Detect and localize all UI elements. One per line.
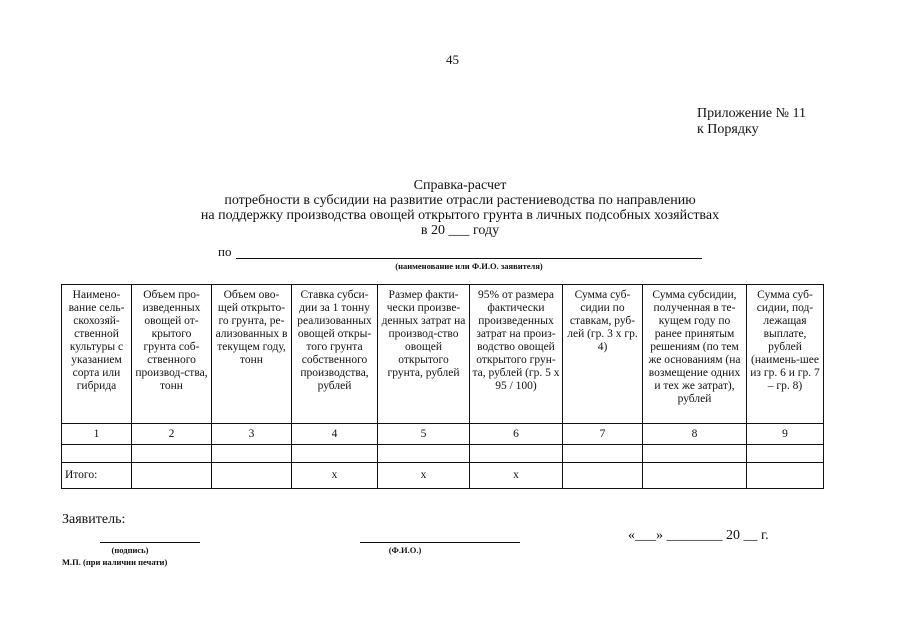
column-number-row (62, 424, 824, 445)
total-input-cell[interactable] (132, 463, 212, 489)
total-input-cell[interactable] (747, 463, 824, 489)
table-input-cell[interactable] (62, 445, 132, 463)
total-row (62, 463, 824, 489)
table-row (62, 445, 824, 463)
table-header-cell: Сумма субсидии, полученная в те-кущем году по ранее принятым решениям (по тем же основаниям (на возмещение одних и тех же затрат), рублей (643, 285, 747, 424)
table-header-cell: Объем ово-щей открыто-го грунта, ре-ализованных в текущем году, тонн (212, 285, 292, 424)
seal-note: М.П. (при наличии печати) (62, 557, 168, 567)
recipient-field-line[interactable] (236, 258, 702, 259)
column-number-cell: 1 (62, 424, 132, 445)
fio-caption: (Ф.И.О.) (388, 545, 422, 555)
signature-caption: (подпись) (111, 545, 149, 555)
column-number-cell: 6 (470, 424, 563, 445)
total-x-mark: x (292, 463, 378, 489)
recipient-caption: (наименование или Ф.И.О. заявителя) (395, 261, 543, 271)
table-input-cell[interactable] (212, 445, 292, 463)
table-header-row (62, 285, 824, 424)
column-number-cell: 8 (643, 424, 747, 445)
table-input-cell[interactable] (643, 445, 747, 463)
title-line-4: в 20 ___ году (420, 223, 500, 238)
table-input-cell[interactable] (470, 445, 563, 463)
appendix-line-1: Приложение № 11 (697, 106, 806, 121)
column-number-cell: 7 (563, 424, 643, 445)
table-input-cell[interactable] (292, 445, 378, 463)
document-title (150, 178, 770, 238)
column-number-cell: 3 (212, 424, 292, 445)
column-number-cell: 4 (292, 424, 378, 445)
table-header-cell: Наимено-вание сель-скохозяй-ственной культуры с указанием сорта или гибрида (62, 285, 132, 424)
total-input-cell[interactable] (563, 463, 643, 489)
subsidy-calculation-table (61, 284, 824, 489)
recipient-label: по (218, 244, 232, 259)
date-field[interactable]: «___» ________ 20 __ г. (628, 528, 769, 543)
table-input-cell[interactable] (132, 445, 212, 463)
total-input-cell[interactable] (643, 463, 747, 489)
total-x-mark: x (470, 463, 563, 489)
title-line-3: на поддержку производства овощей открытого грунта в личных подсобных хозяйствах (200, 208, 720, 223)
title-line-2: потребности в субсидии на развитие отрасли растениеводства по направлению (224, 193, 696, 208)
fio-field-line[interactable] (360, 542, 520, 543)
applicant-label: Заявитель: (62, 512, 126, 527)
title-line-1: Справка-расчет (413, 178, 507, 193)
appendix-reference (697, 106, 806, 138)
table-header-cell: Сумма суб-сидии, под-лежащая выплате, рублей (наимень-шее из гр. 6 и гр. 7 – гр. 8) (747, 285, 824, 424)
column-number-cell: 5 (378, 424, 470, 445)
signature-field-line[interactable] (100, 542, 200, 543)
appendix-line-2: к Порядку (697, 122, 759, 137)
table-header-cell: Сумма суб-сидии по ставкам, руб-лей (гр. 3 x гр. 4) (563, 285, 643, 424)
page-number: 45 (446, 52, 459, 67)
table-header-cell: Ставка субси-дии за 1 тонну реализованных овощей откры-того грунта собственного производства, рублей (292, 285, 378, 424)
total-x-mark: x (378, 463, 470, 489)
column-number-cell: 2 (132, 424, 212, 445)
table-header-cell: 95% от размера фактически произведенных затрат на произ-водство овощей открытого грун-та, рублей (гр. 5 x 95 / 100) (470, 285, 563, 424)
total-label: Итого: (62, 463, 132, 489)
table-header-cell: Размер факти-чески произве-денных затрат на производ-ство овощей открытого грунта, рублей (378, 285, 470, 424)
table-input-cell[interactable] (563, 445, 643, 463)
total-input-cell[interactable] (212, 463, 292, 489)
table-header-cell: Объем про-изведенных овощей от-крытого грунта соб-ственного производ-ства, тонн (132, 285, 212, 424)
column-number-cell: 9 (747, 424, 824, 445)
table-input-cell[interactable] (378, 445, 470, 463)
table-input-cell[interactable] (747, 445, 824, 463)
